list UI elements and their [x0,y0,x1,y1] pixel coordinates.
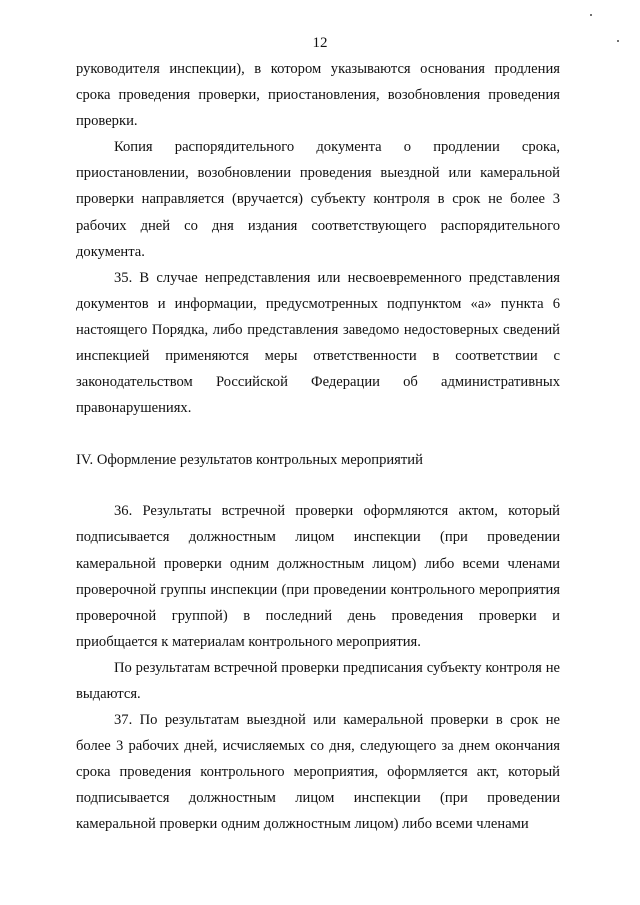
paragraph-35: 35. В случае непредставления или несвоевременного представления документов и информации, предусмотренных подпунктом «а» пункта 6 настоящего Порядка, либо представления заведомо недостоверных сведений инспекцией применяются меры ответственности в соответствии с законодательством Российской Федерации об административных правонарушениях. [76,269,560,417]
spacer [76,421,560,447]
paragraph-no-prescriptions: По результатам встречной проверки предписания субъекту контроля не выдаются. [76,659,560,702]
paragraph-continuation: руководителя инспекции), в котором указываются основания продления срока проведения проверки, приостановления, возобновления проведения проверки. [76,61,560,130]
document-body [76,56,560,838]
section-heading: IV. Оформление результатов контрольных мероприятий [76,452,423,469]
scan-speck [590,14,592,16]
scan-speck [617,40,619,42]
paragraph-37: 37. По результатам выездной или камеральной проверки в срок не более 3 рабочих дней, исчисляемых со дня, следующего за днем окончания срока проведения контрольного мероприятия, оформляется акт, который подписывается должностным лицом инспекции (при проведении камеральной проверки одним должностным лицом) либо всеми членами [76,712,560,833]
paragraph-copy-order: Копия распорядительного документа о продлении срока, приостановлении, возобновлении проведения выездной или камеральной проверки направляется (вручается) субъекту контроля в срок не более 3 рабочих дней со дня издания соответствующего распорядительного документа. [76,139,560,260]
page-number: 12 [312,35,328,51]
spacer [76,473,560,498]
paragraph-36: 36. Результаты встречной проверки оформляются актом, который подписывается должностным лицом инспекции (при проведении камеральной проверки одним должностным лицом) либо всеми членами проверочной группы инспекции (при проведении контрольного мероприятия проверочной группой) в последний день проведения проверки и приобщается к материалам контрольного мероприятия. [76,503,560,650]
